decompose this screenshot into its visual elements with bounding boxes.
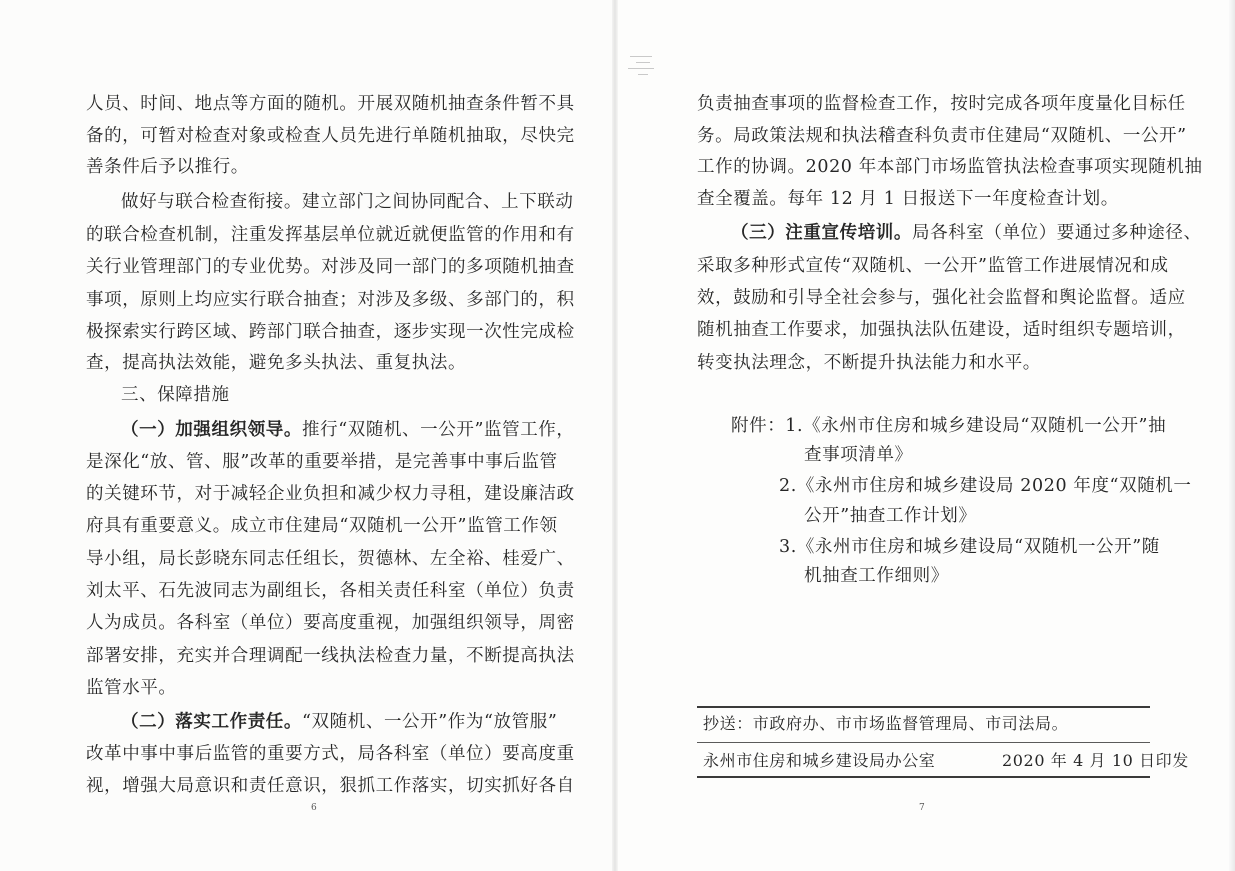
divider [697, 742, 1150, 743]
text-line: 改革中事中事后监管的重要方式，局各科室（单位）要高度重 [86, 744, 575, 764]
subsection-heading: （三）注重宣传培训。 [731, 223, 912, 243]
text-line: 人为成员。各科室（单位）要高度重视，加强组织领导，周密 [86, 613, 575, 633]
print-date: 2020 年 4 月 10 日印发 [1002, 751, 1189, 770]
text-line: 关行业管理部门的专业优势。对涉及同一部门的多项随机抽查 [86, 257, 575, 277]
attachment-line: 2.《永州市住房和城乡建设局 2020 年度“双随机一 [779, 476, 1192, 496]
text-line: 查，提高执法效能，避免多头执法、重复执法。 [86, 353, 467, 373]
text-line: 查全覆盖。每年 12 月 1 日报送下一年度检查计划。 [697, 189, 1119, 209]
issuer: 永州市住房和城乡建设局办公室 [703, 751, 936, 770]
text-run: “双随机、一公开”作为“放管服” [302, 712, 558, 732]
text-line [121, 420, 575, 440]
section-heading: 三、保障措施 [121, 385, 230, 405]
text-line: 负责抽查事项的监督检查工作，按时完成各项年度量化目标任 [697, 94, 1186, 114]
text-line [121, 712, 557, 732]
attachment-line: 机抽查工作细则》 [804, 566, 949, 586]
text-line: 采取多种形式宣传“双随机、一公开”监管工作进展情况和成 [697, 256, 1169, 276]
attachment-line: 3.《永州市住房和城乡建设局“双随机一公开”随 [779, 537, 1160, 557]
text-line: 随机抽查工作要求，加强执法队伍建设，适时组织专题培训， [697, 320, 1186, 340]
text-line: 极探索实行跨区域、跨部门联合抽查，逐步实现一次性完成检 [86, 322, 575, 342]
text-line: 事项，原则上均应实行联合抽查；对涉及多级、多部门的，积 [86, 290, 575, 310]
text-line: 导小组，局长彭晓东同志任组长，贺德林、左全裕、桂爱广、 [86, 549, 575, 569]
scan-artifact [626, 52, 674, 82]
text-line: 工作的协调。2020 年本部门市场监管执法检查事项实现随机抽 [697, 157, 1203, 177]
text-line: 刘太平、石先波同志为副组长，各相关责任科室（单位）负责 [86, 581, 575, 601]
text-line: 效，鼓励和引导全社会参与，强化社会监督和舆论监督。适应 [697, 288, 1186, 308]
text-line: 监管水平。 [86, 678, 177, 698]
page-edge [1229, 0, 1235, 871]
text-run: 推行“双随机、一公开”监管工作， [302, 420, 575, 440]
text-line: 视，增强大局意识和责任意识，狠抓工作落实，切实抓好各自 [86, 776, 575, 796]
text-line: 的关键环节，对于减轻企业负担和减少权力寻租，建设廉洁政 [86, 484, 575, 504]
text-line: 府具有重要意义。成立市住建局“双随机一公开”监管工作领 [86, 516, 558, 536]
page-number: 6 [311, 803, 317, 813]
text-line [731, 223, 1202, 243]
text-line: 的联合检查机制，注重发挥基层单位就近就便监管的作用和有 [86, 225, 575, 245]
cc-line: 抄送：市政府办、市市场监督管理局、市司法局。 [703, 714, 1069, 733]
text-line: 务。局政策法规和执法稽查科负责市住建局“双随机、一公开” [697, 126, 1187, 146]
left-page [0, 0, 617, 871]
text-line: 转变执法理念，不断提升执法能力和水平。 [697, 353, 1041, 373]
text-line: 备的，可暂对检查对象或检查人员先进行单随机抽取，尽快完 [86, 126, 575, 146]
divider [697, 706, 1150, 708]
divider [697, 776, 1150, 778]
text-line: 部署安排，充实并合理调配一线执法检查力量，不断提高执法 [86, 646, 575, 666]
page-number: 7 [919, 803, 925, 813]
text-line: 善条件后予以推行。 [86, 157, 249, 177]
attachment-line: 公开”抽查工作计划》 [804, 506, 977, 526]
subsection-heading: （二）落实工作责任。 [121, 712, 302, 732]
attachment-line: 查事项清单》 [804, 445, 913, 465]
text-line: 做好与联合检查衔接。建立部门之间协同配合、上下联动 [121, 192, 574, 212]
text-line: 是深化“放、管、服”改革的重要举措，是完善事中事后监管 [86, 452, 558, 472]
text-run: 局各科室（单位）要通过多种途径、 [912, 223, 1202, 243]
attachment-line: 附件：1.《永州市住房和城乡建设局“双随机一公开”抽 [731, 416, 1167, 436]
right-page [618, 0, 1235, 871]
text-line: 人员、时间、地点等方面的随机。开展双随机抽查条件暂不具 [86, 94, 575, 114]
subsection-heading: （一）加强组织领导。 [121, 420, 302, 440]
